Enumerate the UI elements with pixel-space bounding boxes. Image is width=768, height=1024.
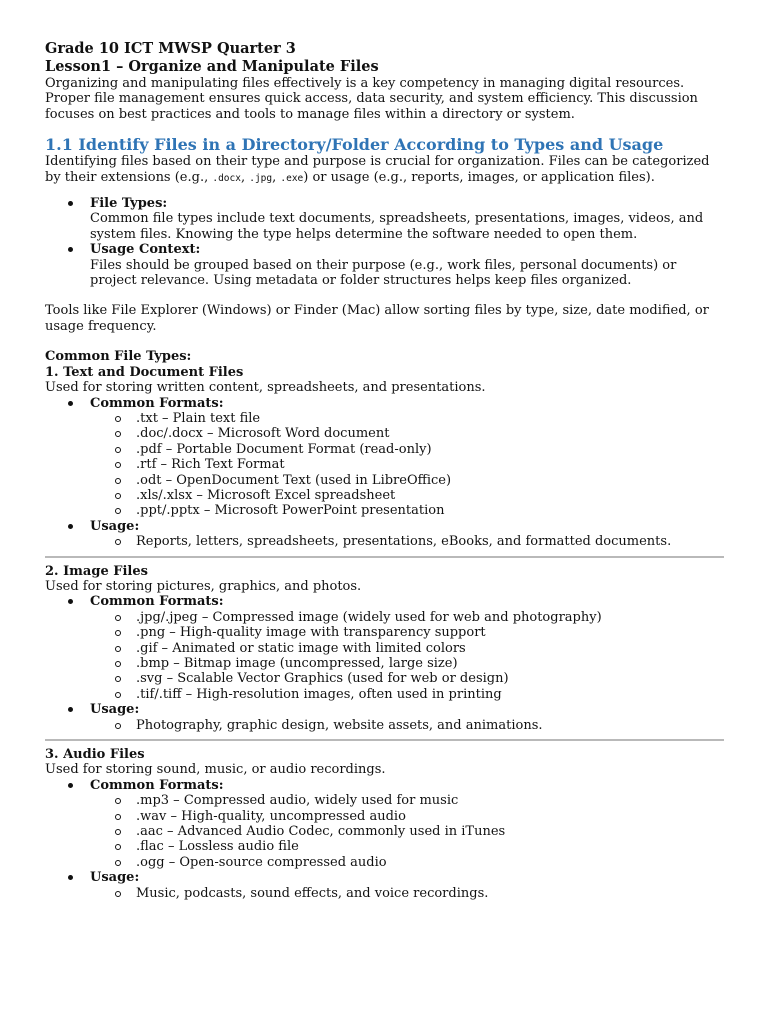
lesson-title: Lesson1 – Organize and Manipulate Files	[45, 58, 379, 75]
format-item: .ogg – Open-source compressed audio	[45, 855, 724, 870]
category-details	[45, 594, 724, 733]
format-item: .pdf – Portable Document Format (read-only)	[45, 442, 724, 457]
category-description: Used for storing sound, music, or audio recordings.	[45, 762, 386, 778]
usage-label: Usage:	[90, 870, 140, 886]
formats-label: Common Formats:	[90, 777, 224, 793]
separator: ,	[272, 169, 281, 185]
para-text-end: ) or usage (e.g., reports, images, or application files).	[303, 169, 655, 185]
category-block	[45, 747, 724, 901]
format-item: .wav – High-quality, uncompressed audio	[45, 809, 724, 824]
format-item: .ppt/.pptx – Microsoft PowerPoint presentation	[45, 503, 724, 518]
divider	[45, 739, 724, 741]
usage-label: Usage:	[90, 702, 140, 718]
file-concept-list	[45, 196, 724, 288]
format-list	[45, 411, 724, 519]
category-description: Used for storing written content, spreadsheets, and presentations.	[45, 380, 486, 396]
bullet-label: File Types:	[90, 196, 168, 212]
document-title: Grade 10 ICT MWSP Quarter 3	[45, 40, 296, 57]
format-item: .odt – OpenDocument Text (used in LibreOffice)	[45, 473, 724, 488]
category-title: 1. Text and Document Files	[45, 364, 244, 380]
section-heading: 1.1 Identify Files in a Directory/Folder According to Types and Usage	[45, 135, 664, 155]
category-description: Used for storing pictures, graphics, and photos.	[45, 578, 362, 594]
extension-exe: .exe	[280, 172, 304, 184]
list-item	[45, 519, 724, 550]
format-item: .doc/.docx – Microsoft Word document	[45, 426, 724, 441]
list-item	[45, 702, 724, 733]
format-item: .gif – Animated or static image with limited colors	[45, 641, 724, 656]
section-paragraph	[45, 154, 724, 186]
usage-item: Music, podcasts, sound effects, and voice recordings.	[45, 886, 724, 901]
usage-label: Usage:	[90, 518, 140, 534]
divider	[45, 556, 724, 558]
bullet-label: Usage Context:	[90, 242, 201, 258]
format-item: .mp3 – Compressed audio, widely used for music	[45, 793, 724, 808]
format-item: .flac – Lossless audio file	[45, 839, 724, 854]
format-list	[45, 610, 724, 702]
category-title: 2. Image Files	[45, 563, 148, 579]
list-item	[45, 870, 724, 901]
list-item	[45, 242, 724, 288]
format-item: .xls/.xlsx – Microsoft Excel spreadsheet	[45, 488, 724, 503]
format-item: .rtf – Rich Text Format	[45, 457, 724, 472]
usage-list	[45, 718, 724, 733]
bullet-text: Common file types include text documents, spreadsheets, presentations, images, videos, and system files. Knowing the type helps determine the software needed to open them.	[90, 211, 704, 242]
usage-list	[45, 534, 724, 549]
formats-label: Common Formats:	[90, 395, 224, 411]
formats-label: Common Formats:	[90, 594, 224, 610]
format-item: .svg – Scalable Vector Graphics (used for web or design)	[45, 671, 724, 686]
category-details	[45, 396, 724, 550]
format-item: .tif/.tiff – High-resolution images, often used in printing	[45, 687, 724, 702]
list-item	[45, 594, 724, 702]
list-item	[45, 396, 724, 519]
category-block	[45, 564, 724, 733]
category-block	[45, 365, 724, 550]
bullet-text: Files should be grouped based on their purpose (e.g., work files, personal documents) or project relevance. Using metadata or folder structures helps keep files organized.	[90, 257, 677, 289]
format-item: .jpg/.jpeg – Compressed image (widely used for web and photography)	[45, 610, 724, 625]
extension-jpg: .jpg	[249, 172, 273, 184]
format-item: .txt – Plain text file	[45, 411, 724, 426]
intro-paragraph: Organizing and manipulating files effectively is a key competency in managing digital resources. Proper file management ensures quick access, data security, and system efficiency. This discussion focuses on best practices and tools to manage files within a directory or system.	[45, 76, 698, 122]
para-text-start: Identifying files based on their type and purpose is crucial for organization. Files can be categorized by their extensions (e.g.,	[45, 154, 710, 185]
format-item: .bmp – Bitmap image (uncompressed, large size)	[45, 656, 724, 671]
tools-paragraph: Tools like File Explorer (Windows) or Finder (Mac) allow sorting files by type, size, date modified, or usage frequency.	[45, 303, 709, 334]
separator: ,	[240, 169, 250, 185]
format-item: .aac – Advanced Audio Codec, commonly used in iTunes	[45, 824, 724, 839]
common-types-heading: Common File Types:	[45, 349, 192, 365]
list-item	[45, 778, 724, 870]
format-item: .png – High-quality image with transparency support	[45, 625, 724, 640]
list-item	[45, 196, 724, 242]
extension-docx: .docx	[212, 172, 241, 184]
category-details	[45, 778, 724, 901]
category-title: 3. Audio Files	[45, 747, 145, 763]
usage-item: Reports, letters, spreadsheets, presentations, eBooks, and formatted documents.	[45, 534, 724, 549]
usage-list	[45, 886, 724, 901]
usage-item: Photography, graphic design, website assets, and animations.	[45, 718, 724, 733]
format-list	[45, 793, 724, 870]
